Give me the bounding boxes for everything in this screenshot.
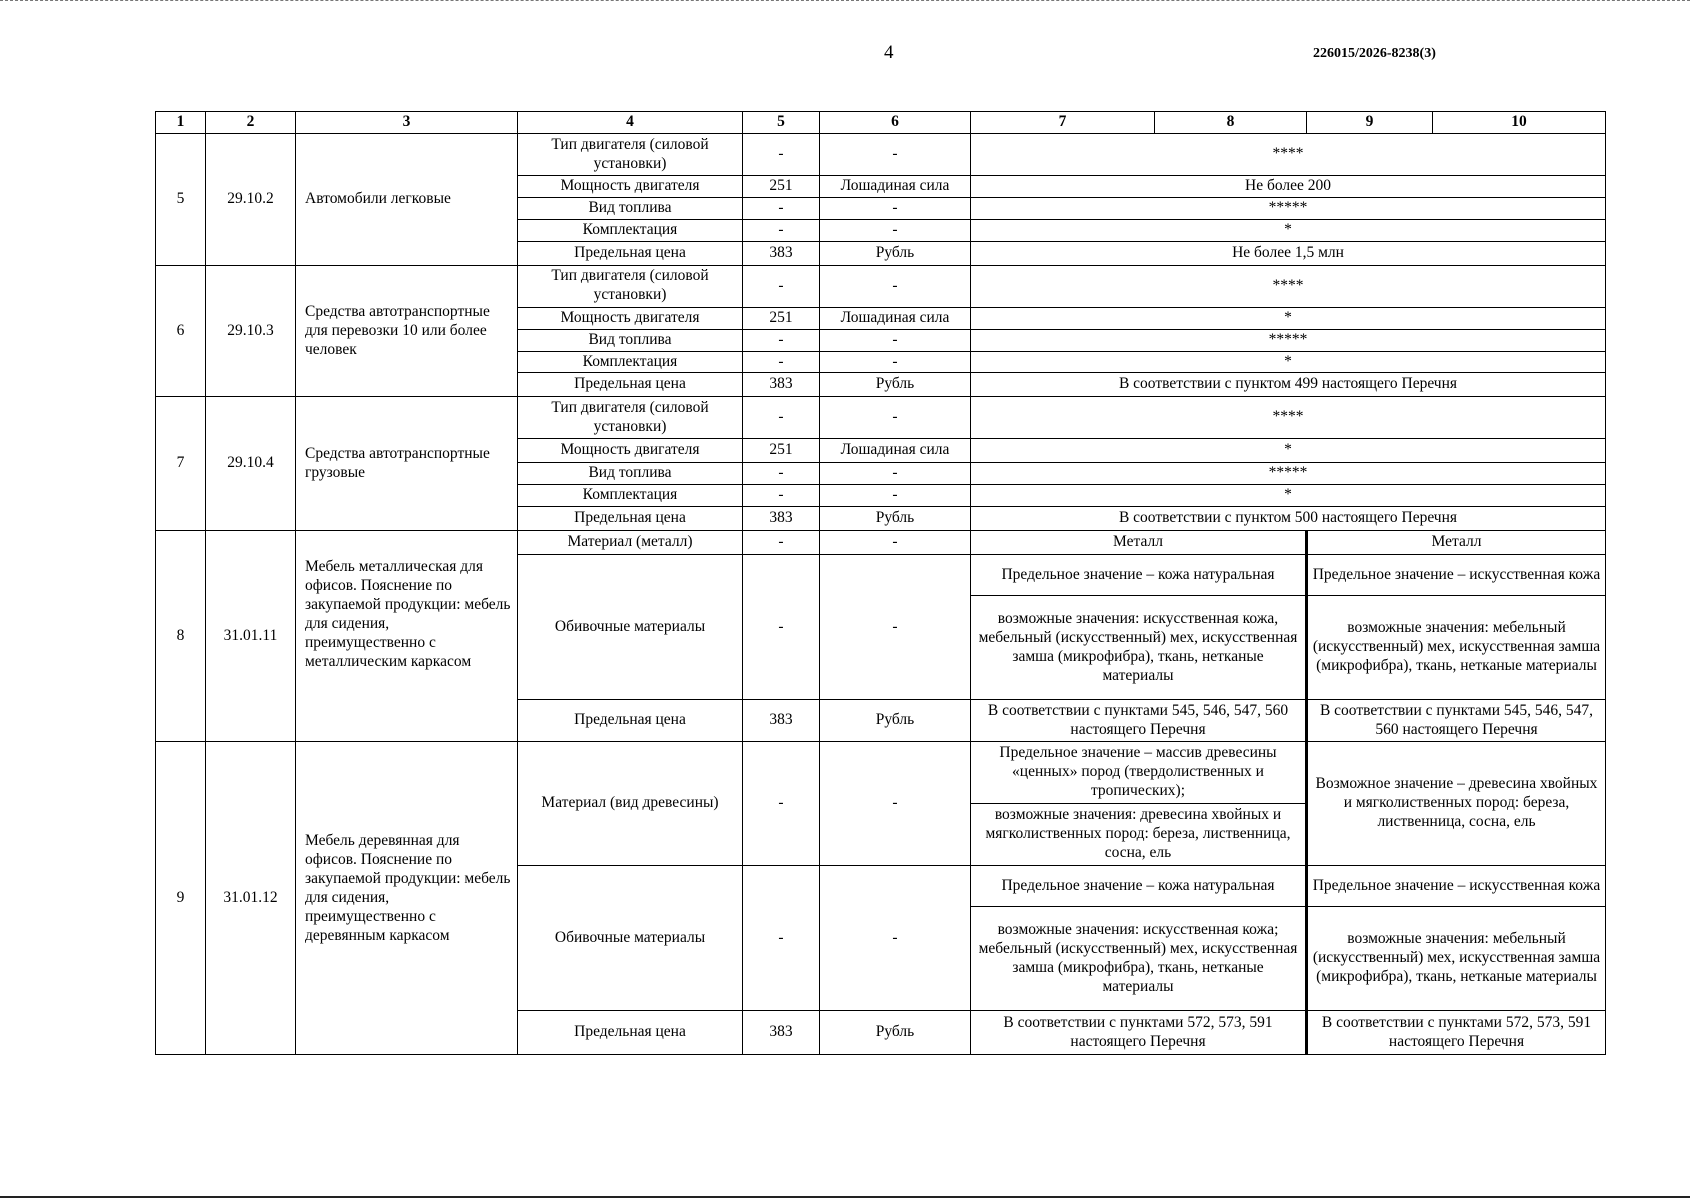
characteristic: Обивочные материалы (518, 555, 743, 700)
unit-name: - (820, 134, 971, 176)
characteristic: Комплектация (518, 219, 743, 241)
row-number: 7 (156, 397, 206, 531)
characteristic: Предельная цена (518, 700, 743, 742)
characteristic: Предельная цена (518, 1011, 743, 1055)
product-name: Автомобили легковые (296, 134, 518, 266)
document-id: 226015/2026-8238(3) (1313, 46, 1436, 61)
unit-name: Рубль (820, 241, 971, 265)
characteristic: Мощность двигателя (518, 439, 743, 463)
value: В соответствии с пунктом 499 настоящего Перечня (971, 373, 1606, 397)
value: ***** (971, 463, 1606, 485)
product-name: Мебель деревянная для офисов. Пояснение по закупаемой продукции: мебель для сидения, преимущественно с деревянным каркасом (296, 742, 518, 1055)
unit-code: 251 (743, 439, 820, 463)
table-row (156, 397, 1606, 439)
table-row (156, 742, 1606, 804)
unit-name: - (820, 531, 971, 555)
characteristic: Вид топлива (518, 197, 743, 219)
value: * (971, 439, 1606, 463)
value-category-b: возможные значения: мебельный (искусственный) мех, искусственная замша (микрофибра), ткань, нетканые материалы (1307, 596, 1606, 700)
unit-name: Лошадиная сила (820, 307, 971, 329)
value-category-a: В соответствии с пунктами 572, 573, 591 настоящего Перечня (971, 1011, 1307, 1055)
column-number-row (156, 112, 1606, 134)
unit-name: Лошадиная сила (820, 439, 971, 463)
characteristic: Предельная цена (518, 241, 743, 265)
value-category-a: Предельное значение – кожа натуральная (971, 555, 1307, 596)
product-name: Средства автотранспортные для перевозки 10 или более человек (296, 265, 518, 397)
characteristic: Предельная цена (518, 373, 743, 397)
value-category-b: возможные значения: мебельный (искусственный) мех, искусственная замша (микрофибра), ткань, нетканые материалы (1307, 907, 1606, 1011)
row-number: 8 (156, 531, 206, 742)
value-category-a: Предельное значение – массив древесины «ценных» пород (твердолиственных и тропических); (971, 742, 1307, 804)
unit-code: 251 (743, 307, 820, 329)
value-category-a: В соответствии с пунктами 545, 546, 547, 560 настоящего Перечня (971, 700, 1307, 742)
column-header: 8 (1155, 112, 1307, 134)
column-header: 10 (1433, 112, 1606, 134)
characteristic: Предельная цена (518, 507, 743, 531)
unit-code: - (743, 197, 820, 219)
page-number: 4 (884, 42, 894, 63)
okpd-code: 29.10.3 (206, 265, 296, 397)
value: ***** (971, 329, 1606, 351)
unit-name: - (820, 555, 971, 700)
column-header: 1 (156, 112, 206, 134)
bottom-page-edge (0, 1196, 1690, 1198)
column-header: 9 (1307, 112, 1433, 134)
value: * (971, 485, 1606, 507)
characteristic: Тип двигателя (силовой установки) (518, 397, 743, 439)
unit-name: - (820, 866, 971, 1011)
value-category-b: В соответствии с пунктами 572, 573, 591 настоящего Перечня (1307, 1011, 1606, 1055)
unit-code: - (743, 463, 820, 485)
unit-name: Лошадиная сила (820, 176, 971, 198)
characteristic: Вид топлива (518, 329, 743, 351)
value-category-a: Предельное значение – кожа натуральная (971, 866, 1307, 907)
value-category-b: В соответствии с пунктами 545, 546, 547, 560 настоящего Перечня (1307, 700, 1606, 742)
unit-code: - (743, 134, 820, 176)
unit-name: Рубль (820, 507, 971, 531)
unit-code: - (743, 351, 820, 373)
okpd-code: 29.10.2 (206, 134, 296, 266)
unit-code: - (743, 742, 820, 866)
top-dashed-rule (0, 0, 1690, 1)
value: **** (971, 265, 1606, 307)
value: ***** (971, 197, 1606, 219)
characteristic: Материал (металл) (518, 531, 743, 555)
characteristic: Материал (вид древесины) (518, 742, 743, 866)
row-number: 6 (156, 265, 206, 397)
okpd-code: 31.01.11 (206, 531, 296, 742)
unit-name: - (820, 485, 971, 507)
column-header: 6 (820, 112, 971, 134)
unit-name: Рубль (820, 373, 971, 397)
okpd-code: 29.10.4 (206, 397, 296, 531)
unit-code: - (743, 329, 820, 351)
requirements-table (155, 111, 1606, 1055)
unit-name: Рубль (820, 700, 971, 742)
unit-name: Рубль (820, 1011, 971, 1055)
unit-code: - (743, 485, 820, 507)
value: * (971, 219, 1606, 241)
value: Не более 1,5 млн (971, 241, 1606, 265)
unit-code: 251 (743, 176, 820, 198)
characteristic: Вид топлива (518, 463, 743, 485)
unit-code: 383 (743, 700, 820, 742)
product-name: Средства автотранспортные грузовые (296, 397, 518, 531)
value-category-b: Предельное значение – искусственная кожа (1307, 555, 1606, 596)
unit-code: - (743, 219, 820, 241)
unit-code: - (743, 531, 820, 555)
row-number: 5 (156, 134, 206, 266)
value-category-b: Возможное значение – древесина хвойных и мягколиственных пород: береза, лиственница, сосна, ель (1307, 742, 1606, 866)
unit-name: - (820, 463, 971, 485)
unit-name: - (820, 197, 971, 219)
unit-name: - (820, 329, 971, 351)
unit-code: 383 (743, 241, 820, 265)
value-category-a: возможные значения: древесина хвойных и мягколиственных пород: береза, лиственница, сосна, ель (971, 804, 1307, 866)
table-row (156, 134, 1606, 176)
column-header: 5 (743, 112, 820, 134)
value: В соответствии с пунктом 500 настоящего Перечня (971, 507, 1606, 531)
characteristic: Тип двигателя (силовой установки) (518, 265, 743, 307)
unit-name: - (820, 219, 971, 241)
column-header: 2 (206, 112, 296, 134)
okpd-code: 31.01.12 (206, 742, 296, 1055)
value-category-a: возможные значения: искусственная кожа, мебельный (искусственный) мех, искусственная замша (микрофибра), ткань, нетканые материалы (971, 596, 1307, 700)
characteristic: Комплектация (518, 351, 743, 373)
characteristic: Мощность двигателя (518, 307, 743, 329)
column-header: 7 (971, 112, 1155, 134)
column-header: 3 (296, 112, 518, 134)
characteristic: Обивочные материалы (518, 866, 743, 1011)
unit-code: 383 (743, 373, 820, 397)
row-number: 9 (156, 742, 206, 1055)
characteristic: Мощность двигателя (518, 176, 743, 198)
value-category-b: Металл (1307, 531, 1606, 555)
unit-name: - (820, 351, 971, 373)
value-category-a: Металл (971, 531, 1307, 555)
value: **** (971, 397, 1606, 439)
unit-code: - (743, 555, 820, 700)
value-category-a: возможные значения: искусственная кожа; мебельный (искусственный) мех, искусственная замша (микрофибра), ткань, нетканые материалы (971, 907, 1307, 1011)
characteristic: Комплектация (518, 485, 743, 507)
value: * (971, 307, 1606, 329)
unit-name: - (820, 265, 971, 307)
table-row (156, 265, 1606, 307)
unit-code: 383 (743, 507, 820, 531)
table-row (156, 531, 1606, 555)
unit-name: - (820, 397, 971, 439)
unit-name: - (820, 742, 971, 866)
value: **** (971, 134, 1606, 176)
value: * (971, 351, 1606, 373)
characteristic: Тип двигателя (силовой установки) (518, 134, 743, 176)
column-header: 4 (518, 112, 743, 134)
value: Не более 200 (971, 176, 1606, 198)
unit-code: - (743, 265, 820, 307)
value-category-b: Предельное значение – искусственная кожа (1307, 866, 1606, 907)
unit-code: - (743, 397, 820, 439)
unit-code: - (743, 866, 820, 1011)
product-name: Мебель металлическая для офисов. Пояснение по закупаемой продукции: мебель для сидения, преимущественно с металлическим каркасом (296, 531, 518, 742)
unit-code: 383 (743, 1011, 820, 1055)
